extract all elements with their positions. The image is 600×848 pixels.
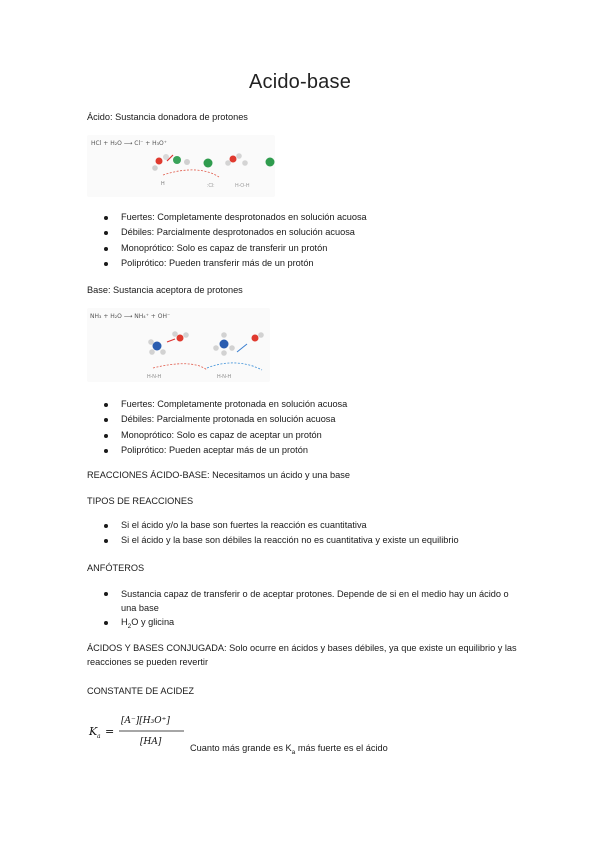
base-molecules-illustration: [147, 331, 264, 380]
svg-text:H‑N‑H: H‑N‑H: [217, 374, 232, 380]
constant-note: Cuanto más grande es $K_a$ más fuerte es el ácido: [190, 743, 388, 756]
acid-types-list: [87, 210, 367, 271]
acid-reaction-equation: HCl + H₂O ⟶ Cl⁻ + H₃O⁺: [91, 140, 167, 147]
page-title: Acido-base: [248, 71, 352, 93]
formula-lhs: K: [89, 725, 98, 738]
list-item: Monoprótico: Solo es capaz de transferir un protón: [87, 241, 367, 256]
constant-heading: CONSTANTE DE ACIDEZ: [87, 686, 195, 696]
acid-molecules-illustration: [152, 153, 274, 189]
svg-text:H: H: [161, 181, 165, 187]
svg-text:=: =: [105, 725, 115, 738]
base-reaction-figure: [87, 308, 270, 382]
base-types-list: [87, 397, 347, 458]
list-item: Fuertes: Completamente protonada en solución acuosa: [87, 397, 347, 412]
svg-text:H‑O‑H: H‑O‑H: [235, 183, 250, 189]
list-item: Poliprótico: Pueden aceptar más de un protón: [87, 443, 347, 458]
svg-text::Cl:: :Cl:: [207, 183, 215, 189]
list-item: Fuertes: Completamente desprotonados en solución acuosa: [87, 210, 367, 225]
reaction-types-list: [87, 518, 459, 549]
list-item: $H_2O$ y glicina: [87, 615, 521, 630]
reactions-heading: REACCIONES ÁCIDO-BASE: Necesitamos un ácido y una base: [87, 470, 350, 480]
acidity-constant-formula: [88, 709, 188, 751]
list-item: Si el ácido y/o la base son fuertes la reacción es cuantitativa: [87, 518, 459, 533]
list-item: Si el ácido y la base son débiles la reacción no es cuantitativa y existe un equilibrio: [87, 533, 459, 548]
acid-definition: Ácido: Sustancia donadora de protones: [87, 112, 248, 122]
formula-denominator: [HA]: [140, 737, 162, 747]
formula-numerator: [A⁻][H₃O⁺]: [121, 716, 170, 726]
svg-text:H‑N‑H: H‑N‑H: [147, 374, 162, 380]
list-item: Monoprótico: Solo es capaz de aceptar un protón: [87, 428, 347, 443]
types-heading: TIPOS DE REACCIONES: [87, 496, 194, 506]
acid-reaction-figure: [87, 135, 275, 197]
formula-lhs-sub: a: [97, 733, 101, 740]
list-item: Débiles: Parcialmente desprotonados en solución acuosa: [87, 225, 367, 240]
list-item: Débiles: Parcialmente protonada en solución acuosa: [87, 412, 347, 427]
amphoteric-heading: ANFÓTEROS: [87, 563, 145, 573]
amphoteric-list: [87, 586, 521, 630]
list-item: Sustancia capaz de transferir o de aceptar protones. Depende de si en el medio hay un ácido o una base: [87, 586, 521, 615]
base-reaction-equation: NH₃ + H₂O ⟶ NH₄⁺ + OH⁻: [90, 313, 171, 320]
conjugate-paragraph: ÁCIDOS Y BASES CONJUGADA: Solo ocurre en ácidos y bases débiles, ya que existe un equilibrio y las reacciones se pueden revertir: [87, 643, 517, 667]
base-definition: Base: Sustancia aceptora de protones: [87, 285, 243, 295]
list-item: Poliprótico: Pueden transferir más de un protón: [87, 256, 367, 271]
